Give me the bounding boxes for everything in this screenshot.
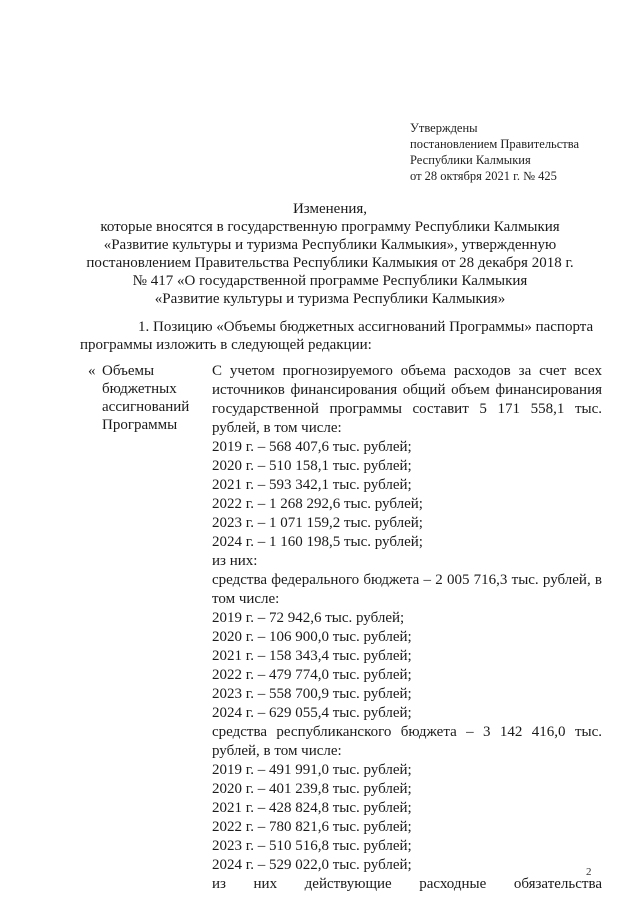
heading-line: № 417 «О государственной программе Республики Калмыкия	[132, 273, 528, 289]
content-line: 2022 г. – 1 268 292,6 тыс. рублей;	[212, 496, 423, 512]
heading-line: Изменения,	[292, 201, 368, 217]
content-line: 2023 г. – 1 071 159,2 тыс. рублей;	[212, 515, 423, 531]
heading-line: которые вносятся в государственную программу Республики Калмыкия	[100, 219, 560, 235]
label-line: бюджетных	[102, 381, 177, 397]
approval-line: от 28 октября 2021 г. № 425	[410, 169, 557, 183]
content-line: 2020 г. – 510 158,1 тыс. рублей;	[212, 458, 412, 474]
intro-line: программы изложить в следующей редакции:	[80, 337, 372, 353]
content-line: рублей, в том числе:	[212, 743, 342, 759]
content-line: 2019 г. – 491 991,0 тыс. рублей;	[212, 762, 412, 778]
table-content-cell	[212, 362, 602, 894]
approval-line: Республики Калмыкия	[410, 153, 531, 167]
content-line: 2020 г. – 401 239,8 тыс. рублей;	[212, 781, 412, 797]
content-line: 2019 г. – 568 407,6 тыс. рублей;	[212, 439, 412, 455]
content-line: 2023 г. – 558 700,9 тыс. рублей;	[212, 686, 412, 702]
content-line: государственной программы составит 5 171 558,1 тыс.	[212, 401, 602, 417]
content-line: том числе:	[212, 591, 280, 607]
content-line: 2020 г. – 106 900,0 тыс. рублей;	[212, 629, 412, 645]
approval-line: Утверждены	[410, 121, 478, 135]
content-line: 2019 г. – 72 942,6 тыс. рублей;	[212, 610, 405, 626]
heading-line: «Развитие культуры и туризма Республики Калмыкия»	[154, 291, 506, 307]
content-line: источников финансирования общий объем финансирования	[212, 382, 602, 398]
open-quote: «	[88, 363, 96, 379]
content-line: 2022 г. – 479 774,0 тыс. рублей;	[212, 667, 412, 683]
content-line: 2024 г. – 629 055,4 тыс. рублей;	[212, 705, 412, 721]
approval-stamp	[410, 120, 579, 184]
label-line: Программы	[102, 417, 178, 433]
label-line: Объемы	[102, 363, 155, 379]
content-line: средства республиканского бюджета – 3 142 416,0 тыс.	[212, 724, 602, 740]
page-number: 2	[586, 866, 592, 878]
content-line: средства федерального бюджета – 2 005 716,3 тыс. рублей, в	[212, 572, 602, 588]
content-line: С учетом прогнозируемого объема расходов за счет всех	[212, 363, 602, 379]
content-line: 2024 г. – 1 160 198,5 тыс. рублей;	[212, 534, 423, 550]
content-line: 2023 г. – 510 516,8 тыс. рублей;	[212, 838, 412, 854]
content-line: 2022 г. – 780 821,6 тыс. рублей;	[212, 819, 412, 835]
document-heading	[60, 200, 600, 308]
intro-line: 1. Позицию «Объемы бюджетных ассигнований Программы» паспорта	[138, 319, 594, 335]
approval-line: постановлением Правительства	[410, 137, 580, 151]
heading-line: постановлением Правительства Республики Калмыкия от 28 декабря 2018 г.	[86, 255, 574, 271]
content-line: из них действующие расходные обязательства	[212, 876, 602, 892]
content-line: 2024 г. – 529 022,0 тыс. рублей;	[212, 857, 412, 873]
label-line: ассигнований	[102, 399, 190, 415]
content-line: 2021 г. – 593 342,1 тыс. рублей;	[212, 477, 412, 493]
heading-line: «Развитие культуры и туризма Республики Калмыкия», утвержденную	[103, 237, 557, 253]
content-line: рублей, в том числе:	[212, 420, 342, 436]
content-line: 2021 г. – 158 343,4 тыс. рублей;	[212, 648, 412, 664]
intro-paragraph	[80, 318, 600, 354]
content-line: 2021 г. – 428 824,8 тыс. рублей;	[212, 800, 412, 816]
content-line: из них:	[212, 553, 258, 569]
